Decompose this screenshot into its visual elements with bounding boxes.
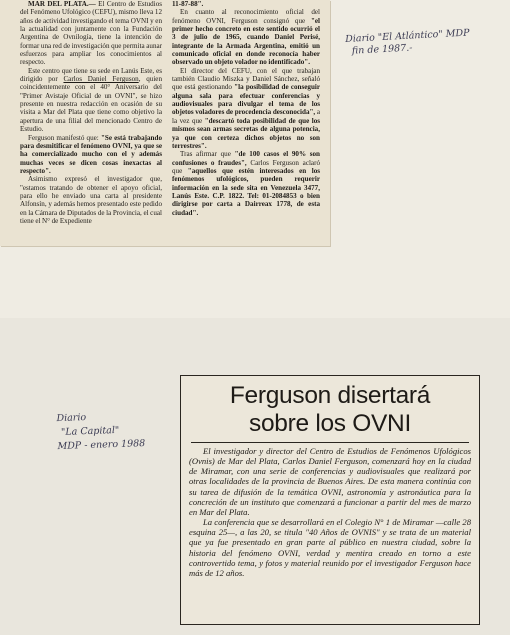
clipping-column-2 [172,0,320,217]
handwritten-note-bottom [56,408,177,454]
bold-quote: "el primer hecho concreto en este sentido ocurrió el 3 de julio de 1965, cuando Daniel Perisé, integrante de la Armada Argentina, emitió un comunicado oficial en donde reconocía haber observado un objeto volador no identificado". [172,16,321,67]
paragraph [20,0,162,67]
paragraph [172,8,320,66]
paragraph-text: Asimismo expresó el investigador que, "estamos tratando de obtener el apoyo oficial, para ello he enviado una carta al presidente Alfonsín, y además hemos presentado este pedido en la Cámara de Diputados de la Provincia, el cual tiene el N° de Expediente [20,175,162,225]
underlined-name: Carlos Daniel Ferguson [63,75,139,84]
paragraph [20,175,162,225]
handwritten-line: "La Capital" [60,424,120,438]
bold-quote: "Se está trabajando para desmitificar el fenómeno OVNI, ya que se ha comercializado mucho con el y además muchas veces se dicen cosas inexactas al respecto". [20,133,162,175]
handwritten-source-line: Diario "El Atlántico" MDP [345,27,470,45]
headline-line-2: sobre los OVNI [249,410,411,437]
top-newspaper-clipping [0,0,330,246]
headline-divider [191,442,469,443]
bold-quote: "descartó toda posibilidad de que los mismos sean armas secretas de alguna potencia, ya que con certeza dichos objetos no son terrestres". [172,116,321,150]
handwritten-date-line: fin de 1987.- [351,42,413,57]
paragraph [172,67,320,150]
dateline: MAR DEL PLATA.— [28,0,96,8]
bottom-scrapbook-area [0,318,510,635]
paragraph-text: En cuanto al reconocimiento oficial del fenómeno OVNI, Ferguson consignó que [172,8,320,25]
bold-quote: "aquellos que estén interesados en los fenómenos ufológicos, pueden requerir información en la sede sita en Venezuela 3477, Lanús Este. C.P. 1822. Tel: 01-2084853 o bien dirigirse por carta a Dairreax 1778, de esta ciudad". [172,166,320,217]
paragraph [172,0,320,8]
expediente-number: 11-87-88". [172,0,204,8]
article-headline [181,376,479,438]
headline-line-1: Ferguson disertará [229,382,431,409]
bold-quote: "la posibilidad de conseguir alguna sala para efectuar conferencias y audiovisuales para divulgar el tema de los objetos voladores de procedencia desconocida", [172,83,321,117]
handwritten-line: MDP - enero 1988 [57,438,146,453]
article-body [181,446,479,578]
paragraph-text: El Centro de Estudios del Fenómeno Ufológico (CEFU), mismo lleva 12 años de actividad investigando el tema OVNI y en la actualidad con juntamente con la Fundación Argentina de Ovnilogía, tiene la intención de formar una red de investigación que permita aunar esfuerzos para ampliar los conocimientos al respecto. [20,0,163,67]
paragraph-text: Este centro que tiene su sede en Lanús Este, es dirigido por [20,66,162,84]
paragraph-text: a la vez que [172,108,320,125]
article-clipping [180,375,480,625]
paragraph-text: Carlos Ferguson aclaró que [172,158,320,175]
handwritten-line: Diario [56,412,87,425]
article-paragraph: El investigador y director del Centro de Estudios de Fenómenos Ufológicos (Ovnis) de Mar del Plata, Carlos Daniel Ferguson, comenzará hoy en la ciudad de Miramar, con una serie de conferencias y audiovisuales que realizará por otras localidades de la provincia de Buenos Aires. De esta manera continúa con su tarea de difusión de la temática OVNI, astronomía y astronáutica para la concreción de un instituto que comenzará a funcionar a partir del mes de marzo en Mar del Plata. [189,446,471,517]
paragraph-text: , quien coincidentemente con el 40° Aniversario del "Primer Avistaje Oficial de un OVNI", se hizo presente en nuestra redacción en ocasión de su visita a Mar del Plata que tiene como objetivo la apertura de una filial del mencionado Centro de Estudio. [20,75,162,134]
bold-quote: "de 100 casos el 90% son confusiones o fraudes", [172,150,321,167]
paragraph-text: Ferguson manifestó que: [28,133,99,142]
paragraph [20,134,162,176]
article-paragraph: La conferencia que se desarrollará en el Colegio N° 1 de Miramar —calle 28 esquina 25—, a las 20, se titula "40 Años de OVNIS" y se trata de un material que ya fue presentado en gran parte al público en nuestra ciudad, sobre la historia del fenómeno OVNI, verdad y mentira creado en torno a este controvertido tema, y fotos y material reunido por el investigador Ferguson hace más de 12 años. [189,517,471,578]
paragraph-text: Tras afirmar que [180,150,231,159]
paragraph [172,150,320,217]
paragraph [20,67,162,134]
paragraph-text: El director del CEFU, con el que trabajan también Claudio Miszka y Daniel Sánchez, señaló que está gestionando [172,66,320,92]
handwritten-note-top [345,26,506,58]
clipping-column-1 [20,0,162,225]
